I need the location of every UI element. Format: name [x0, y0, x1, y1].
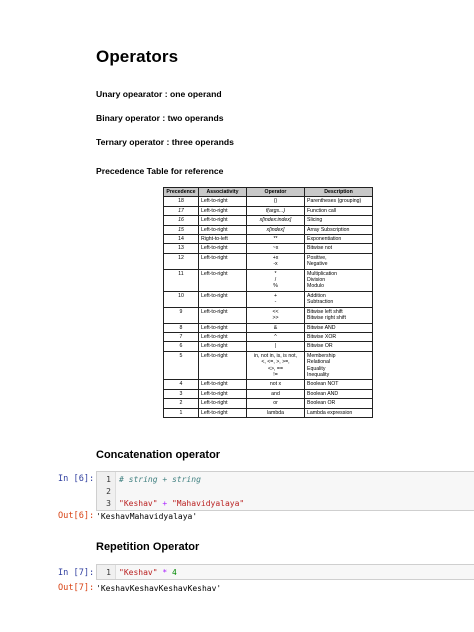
cell-associativity: Left-to-right: [199, 332, 247, 341]
cell-precedence: 12: [164, 253, 199, 269]
cell-associativity: Left-to-right: [199, 225, 247, 234]
cell-precedence: 7: [164, 332, 199, 341]
cell-description: Function call: [305, 206, 373, 215]
line-number: 1: [106, 475, 111, 484]
ternary-line: Ternary operator : three operands: [96, 137, 234, 147]
table-row: [164, 307, 373, 323]
cell-precedence: 13: [164, 244, 199, 253]
table-row: [164, 408, 373, 417]
cell-precedence: 5: [164, 351, 199, 380]
cell-operator: in, not in, is, is not, <, <=, >, >=, <>, == !=: [247, 351, 305, 380]
cell-associativity: Left-to-right: [199, 216, 247, 225]
cell-description: Bitwise left shift Bitwise right shift: [305, 307, 373, 323]
cell-description: Lambda expression: [305, 408, 373, 417]
cell-description: Addition Subtraction: [305, 291, 373, 307]
cell-description: Multiplication Division Modulo: [305, 269, 373, 291]
line-number: 3: [106, 499, 111, 508]
cell-precedence: 16: [164, 216, 199, 225]
table-row: [164, 197, 373, 206]
cell-precedence: 18: [164, 197, 199, 206]
code-text: [119, 474, 201, 486]
cell-associativity: Left-to-right: [199, 269, 247, 291]
code-token: # string + string: [119, 475, 201, 484]
cell-precedence: 3: [164, 389, 199, 398]
cell-description: Parentheses (grouping): [305, 197, 373, 206]
cell-description: Boolean AND: [305, 389, 373, 398]
table-row: [164, 351, 373, 380]
table-row: [164, 342, 373, 351]
code-text: [119, 498, 244, 510]
cell-associativity: Left-to-right: [199, 389, 247, 398]
table-header-row: [164, 188, 373, 197]
page-title: Operators: [96, 47, 179, 66]
output-prompt: Out[7]:: [58, 583, 95, 593]
header-description: Description: [305, 188, 373, 197]
cell-operator: x[index:index]: [247, 216, 305, 225]
cell-precedence: 17: [164, 206, 199, 215]
binary-line: Binary operator : two operands: [96, 113, 224, 123]
line-number: 1: [106, 568, 111, 577]
code-text: [119, 567, 177, 579]
cell-description: Bitwise AND: [305, 323, 373, 332]
repetition-heading: Repetition Operator: [96, 541, 200, 553]
table-row: [164, 244, 373, 253]
cell-associativity: Left-to-right: [199, 351, 247, 380]
cell-associativity: Left-to-right: [199, 408, 247, 417]
cell-precedence: 1: [164, 408, 199, 417]
cell-associativity: Left-to-right: [199, 197, 247, 206]
cell-description: Bitwise not: [305, 244, 373, 253]
cell-operator: * / %: [247, 269, 305, 291]
table-row: [164, 206, 373, 215]
cell-precedence: 4: [164, 380, 199, 389]
cell-operator: x[index]: [247, 225, 305, 234]
code-line: [97, 498, 474, 510]
output-prompt: Out[6]:: [58, 511, 95, 521]
table-row: [164, 225, 373, 234]
cell-precedence: 14: [164, 235, 199, 244]
table-row: [164, 389, 373, 398]
cell-associativity: Left-to-right: [199, 244, 247, 253]
cell-precedence: 9: [164, 307, 199, 323]
cell-description: Boolean OR: [305, 399, 373, 408]
concat-heading: Concatenation operator: [96, 449, 221, 461]
cell-precedence: 8: [164, 323, 199, 332]
code-token: +: [157, 499, 172, 508]
cell-precedence: 6: [164, 342, 199, 351]
header-precedence: Precedence: [164, 188, 199, 197]
code-cell[interactable]: [96, 564, 474, 580]
cell-output: 'KeshavMahavidyalaya': [96, 512, 198, 521]
table-row: [164, 380, 373, 389]
code-token: "Keshav": [119, 568, 158, 577]
code-token: "Mahavidyalaya": [171, 499, 245, 508]
unary-line: Unary opearator : one operand: [96, 89, 222, 99]
cell-associativity: Right-to-left: [199, 235, 247, 244]
table-row: [164, 235, 373, 244]
cell-associativity: Left-to-right: [199, 342, 247, 351]
table-row: [164, 253, 373, 269]
cell-associativity: Left-to-right: [199, 291, 247, 307]
cell-description: Membership Relational Equality Inequality: [305, 351, 373, 380]
table-row: [164, 216, 373, 225]
cell-description: Bitwise XOR: [305, 332, 373, 341]
table-row: [164, 332, 373, 341]
table-row: [164, 291, 373, 307]
header-operator: Operator: [247, 188, 305, 197]
cell-precedence: 15: [164, 225, 199, 234]
cell-operator: &: [247, 323, 305, 332]
cell-associativity: Left-to-right: [199, 206, 247, 215]
cell-operator: |: [247, 342, 305, 351]
cell-operator: (): [247, 197, 305, 206]
cell-description: Slicing: [305, 216, 373, 225]
table-row: [164, 399, 373, 408]
cell-output: 'KeshavKeshavKeshavKeshav': [96, 584, 222, 593]
code-line: [97, 474, 474, 486]
cell-operator: << >>: [247, 307, 305, 323]
cell-associativity: Left-to-right: [199, 307, 247, 323]
cell-precedence: 10: [164, 291, 199, 307]
code-cell[interactable]: [96, 471, 474, 511]
cell-operator: +x -x: [247, 253, 305, 269]
code-token: *: [157, 568, 172, 577]
cell-description: Positive, Negative: [305, 253, 373, 269]
cell-description: Boolean NOT: [305, 380, 373, 389]
code-token: 4: [171, 568, 177, 577]
cell-associativity: Left-to-right: [199, 323, 247, 332]
cell-precedence: 2: [164, 399, 199, 408]
table-row: [164, 269, 373, 291]
cell-operator: + -: [247, 291, 305, 307]
cell-operator: **: [247, 235, 305, 244]
cell-operator: and: [247, 389, 305, 398]
table-title: Precedence Table for reference: [96, 166, 224, 176]
cell-description: Array Subscription: [305, 225, 373, 234]
cell-operator: or: [247, 399, 305, 408]
cell-description: Exponentiation: [305, 235, 373, 244]
input-prompt: In [7]:: [58, 568, 95, 578]
cell-operator: not x: [247, 380, 305, 389]
cell-operator: lambda: [247, 408, 305, 417]
code-line: [97, 486, 474, 498]
table-row: [164, 323, 373, 332]
cell-precedence: 11: [164, 269, 199, 291]
precedence-table: [163, 187, 373, 418]
cell-associativity: Left-to-right: [199, 399, 247, 408]
line-number: 2: [106, 487, 111, 496]
cell-description: Bitwise OR: [305, 342, 373, 351]
input-prompt: In [6]:: [58, 474, 95, 484]
code-line: [97, 567, 474, 579]
precedence-table-body: [164, 197, 373, 418]
header-associativity: Associativity: [199, 188, 247, 197]
cell-associativity: Left-to-right: [199, 380, 247, 389]
cell-operator: ^: [247, 332, 305, 341]
cell-associativity: Left-to-right: [199, 253, 247, 269]
cell-operator: ~x: [247, 244, 305, 253]
cell-operator: f(args...): [247, 206, 305, 215]
code-token: "Keshav": [119, 499, 158, 508]
